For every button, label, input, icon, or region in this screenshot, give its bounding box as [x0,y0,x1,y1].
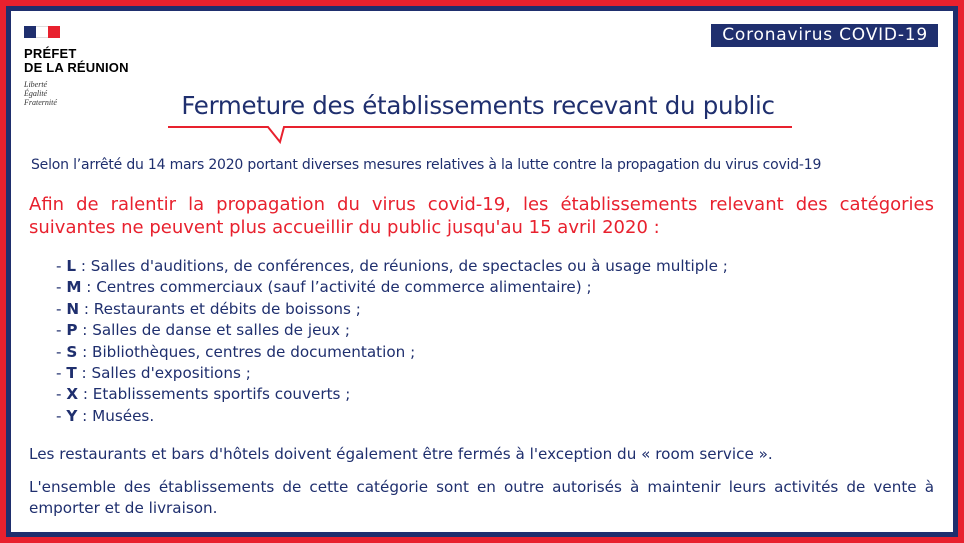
marianne-logo-icon [24,26,60,38]
lead-paragraph: Afin de ralentir la propagation du virus covid-19, les établissements relevant des catégories suivantes ne peuvent plus accueillir du public jusqu'au 15 avril 2020 : [29,194,934,238]
logo-line-1: PRÉFET [24,46,77,61]
motto-line: Égalité [24,89,48,98]
logo-title [24,47,129,75]
category-code: M [66,278,82,297]
category-code: X [66,385,79,404]
category-description: : Salles d'auditions, de conférences, de réunions, de spectacles ou à usage multiple ; [76,257,728,275]
category-description: : Musées. [77,406,155,425]
intro-text: Selon l’arrêté du 14 mars 2020 portant diverses mesures relatives à la lutte contre la propagation du virus covid-19 [31,157,822,173]
category-item: - X : Etablissements sportifs couverts ; [56,385,351,404]
logo-motto [24,80,129,107]
takeaway-paragraph: L'ensemble des établissements de cette catégorie sont en outre autorisés à maintenir leurs activités de vente à emporter et de livraison. [29,478,934,517]
category-description: : Restaurants et débits de boissons ; [79,299,361,318]
category-item: - M : Centres commerciaux (sauf l’activité de commerce alimentaire) ; [56,278,592,297]
category-item: - P : Salles de danse et salles de jeux ; [56,321,350,340]
page-title: Fermeture des établissements recevant du public [181,91,775,120]
category-code: T [66,364,77,383]
speech-bubble-underline [168,125,792,145]
title-block [168,89,788,123]
category-description: : Centres commerciaux (sauf l’activité de commerce alimentaire) ; [81,278,592,297]
category-item: - N : Restaurants et débits de boissons ; [56,299,361,318]
category-code: P [66,321,78,340]
category-item: - T : Salles d'expositions ; [56,364,251,383]
motto-line: Fraternité [24,98,57,107]
category-code: Y [66,406,78,425]
category-item: - L : Salles d'auditions, de conférences, de réunions, de spectacles ou à usage multiple ; [56,257,728,275]
category-code: S [66,342,78,361]
category-description: : Salles d'expositions ; [76,364,251,383]
category-item: - Y : Musées. [56,406,155,425]
covid-badge: Coronavirus COVID-19 [711,24,938,47]
category-item: - S : Bibliothèques, centres de documentation ; [56,342,416,361]
hotels-paragraph: Les restaurants et bars d'hôtels doivent également être fermés à l'exception du « room service ». [29,445,773,463]
prefecture-logo [24,26,129,107]
logo-line-2: DE LA RÉUNION [24,60,129,75]
category-description: : Salles de danse et salles de jeux ; [77,321,350,340]
category-description: : Etablissements sportifs couverts ; [78,385,351,404]
category-code: L [66,257,76,275]
category-code: N [66,299,80,318]
category-list [56,256,728,427]
motto-line: Liberté [24,80,48,89]
category-description: : Bibliothèques, centres de documentation ; [77,342,416,361]
